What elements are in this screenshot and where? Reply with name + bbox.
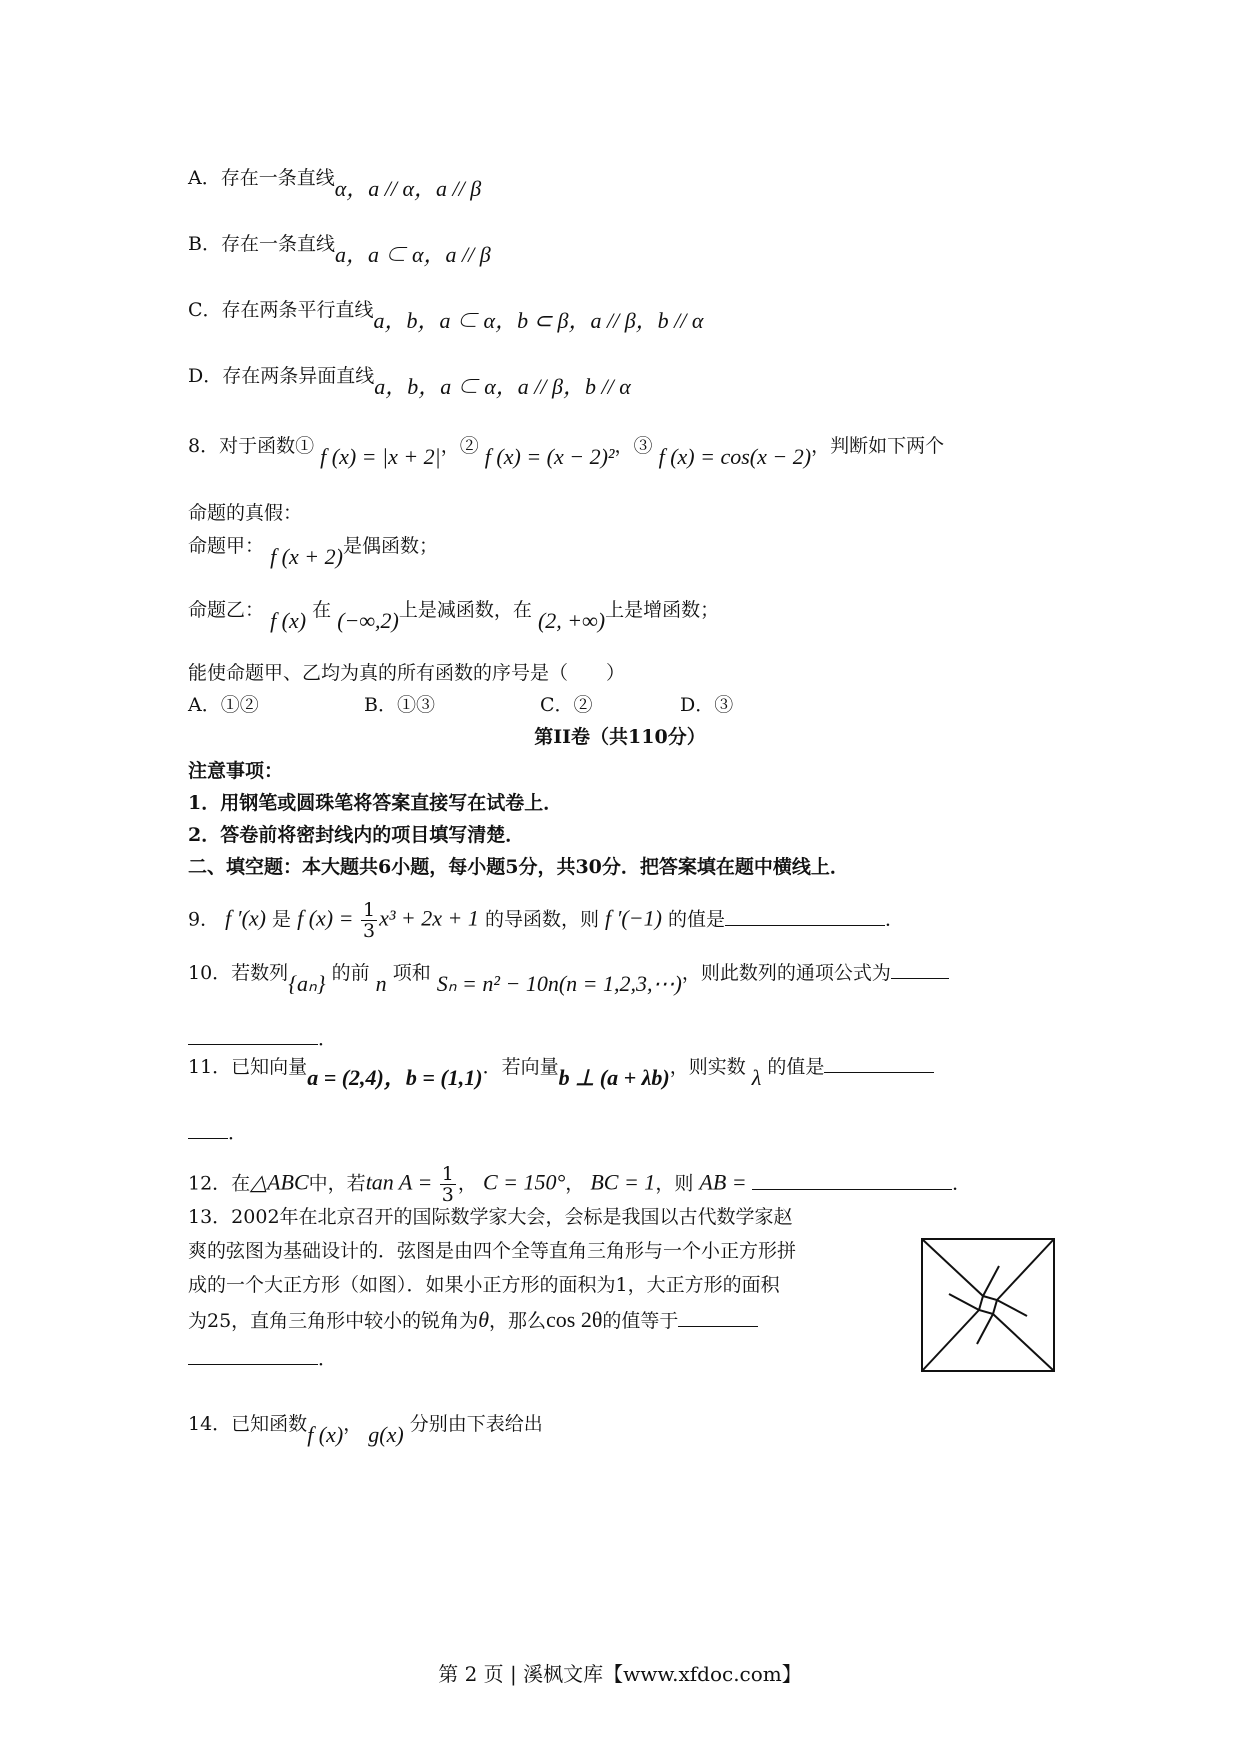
option-math: a，b，a ⊂ α，a // β，b // α: [374, 374, 631, 399]
option-label: A．存在一条直线: [188, 167, 335, 189]
question-11: 11．已知向量a = (2,4)，b = (1,1)．若向量b ⊥ (a + λb)，则实数 λ 的值是: [188, 1052, 934, 1080]
triangle-edge: [922, 1239, 983, 1296]
q7-option-a: [188, 164, 482, 201]
q8-proposition-b: 命题乙： f (x) 在 (−∞,2)上是减函数，在 (2, +∞)上是增函数；: [188, 599, 720, 633]
q8-proposition-a: 命题甲： f (x + 2)是偶函数；: [188, 535, 438, 569]
q8-stem-line2: 命题的真假：: [188, 502, 303, 524]
question-13-line4: 为25，直角三角形中较小的锐角为θ，那么cos 2θ的值等于: [188, 1306, 758, 1334]
triangle-edge: [977, 1314, 993, 1344]
q8-options: [188, 692, 733, 718]
note-1: 1．用钢笔或圆珠笔将答案直接写在试卷上．: [188, 792, 563, 814]
question-12: 12．在△ABC中，若tan A = $\frac{1}{3}$ ， C = 150°， BC = 1，则 AB = ．: [188, 1163, 972, 1206]
answer-blank[interactable]: [752, 1169, 952, 1190]
answer-blank[interactable]: [188, 1118, 228, 1139]
question-11-cont: ．: [188, 1118, 247, 1146]
question-13-line2: 爽的弦图为基础设计的．弦图是由四个全等直角三角形与一个小正方形拼: [188, 1240, 797, 1262]
string-diagram: [921, 1238, 1055, 1372]
string-diagram-figure: [921, 1238, 1055, 1376]
answer-blank[interactable]: [188, 1024, 318, 1045]
option-a: A．①②: [188, 694, 259, 716]
function-2: f (x) = (x − 2)²: [484, 444, 615, 469]
triangle-edge: [949, 1294, 979, 1310]
option-math: α，a // α，a // β: [334, 176, 482, 201]
fraction: $\frac{1}{3}$: [362, 899, 376, 942]
notes-title: 注意事项：: [188, 760, 284, 782]
option-label: D．存在两条异面直线: [188, 365, 375, 387]
q8-question: 能使命题甲、乙均为真的所有函数的序号是（ ）: [188, 662, 626, 684]
triangle-edge: [983, 1266, 999, 1296]
option-label: B．存在一条直线: [188, 233, 335, 255]
part2-title: 第II卷（共110分）: [534, 726, 706, 748]
triangle-edge: [997, 1239, 1054, 1300]
fraction: $\frac{1}{3}$: [441, 1163, 454, 1206]
answer-blank[interactable]: [678, 1306, 758, 1327]
q8-stem: 8．对于函数① f (x) = |x + 2|，② f (x) = (x − 2)²，③ f (x) = cos(x − 2)，判断如下两个: [188, 435, 945, 469]
option-b: B．①③: [364, 694, 435, 716]
option-label: C．存在两条平行直线: [188, 299, 374, 321]
function-3: f (x) = cos(x − 2): [658, 444, 812, 469]
answer-blank[interactable]: [725, 905, 885, 926]
question-10-cont: ．: [188, 1024, 337, 1052]
question-14: 14．已知函数f (x)， g(x) 分别由下表给出: [188, 1413, 543, 1447]
function-1: f (x) = |x + 2|: [320, 444, 441, 469]
q7-option-d: [188, 362, 631, 399]
question-10: 10．若数列{aₙ} 的前 n 项和 Sₙ = n² − 10n(n = 1,2,3,⋯)，则此数列的通项公式为: [188, 958, 949, 986]
answer-blank[interactable]: [188, 1344, 318, 1365]
page-footer: 第 2 页 | 溪枫文库【www.xfdoc.com】: [438, 1662, 802, 1686]
question-13-cont: ．: [188, 1344, 337, 1372]
option-math: a，b，a ⊂ α，b ⊂ β，a // β，b // α: [373, 308, 704, 333]
option-c: C．②: [540, 694, 593, 716]
note-2: 2．答卷前将密封线内的项目填写清楚．: [188, 824, 525, 846]
answer-blank[interactable]: [891, 958, 949, 979]
question-13-line1: 13．2002年在北京召开的国际数学家大会，会标是我国以古代数学家赵: [188, 1206, 793, 1228]
triangle-edge: [993, 1314, 1054, 1371]
option-d: D．③: [680, 694, 734, 716]
q7-option-b: [188, 230, 491, 267]
triangle-edge: [922, 1310, 979, 1371]
q7-option-c: [188, 296, 704, 333]
question-13-line3: 成的一个大正方形（如图）．如果小正方形的面积为1，大正方形的面积: [188, 1274, 780, 1296]
question-9: 9． f ′(x) 是 f (x) = $\frac{1}{3}$ x³ + 2x + 1 的导函数，则 f ′(−1) 的值是 ．: [188, 899, 905, 942]
answer-blank[interactable]: [824, 1052, 934, 1073]
option-math: a，a ⊂ α，a // β: [334, 242, 491, 267]
triangle-edge: [997, 1300, 1027, 1316]
inner-square: [979, 1296, 997, 1314]
section-2-heading: 二、填空题：本大题共6小题，每小题5分，共30分．把答案填在题中横线上．: [188, 856, 849, 878]
